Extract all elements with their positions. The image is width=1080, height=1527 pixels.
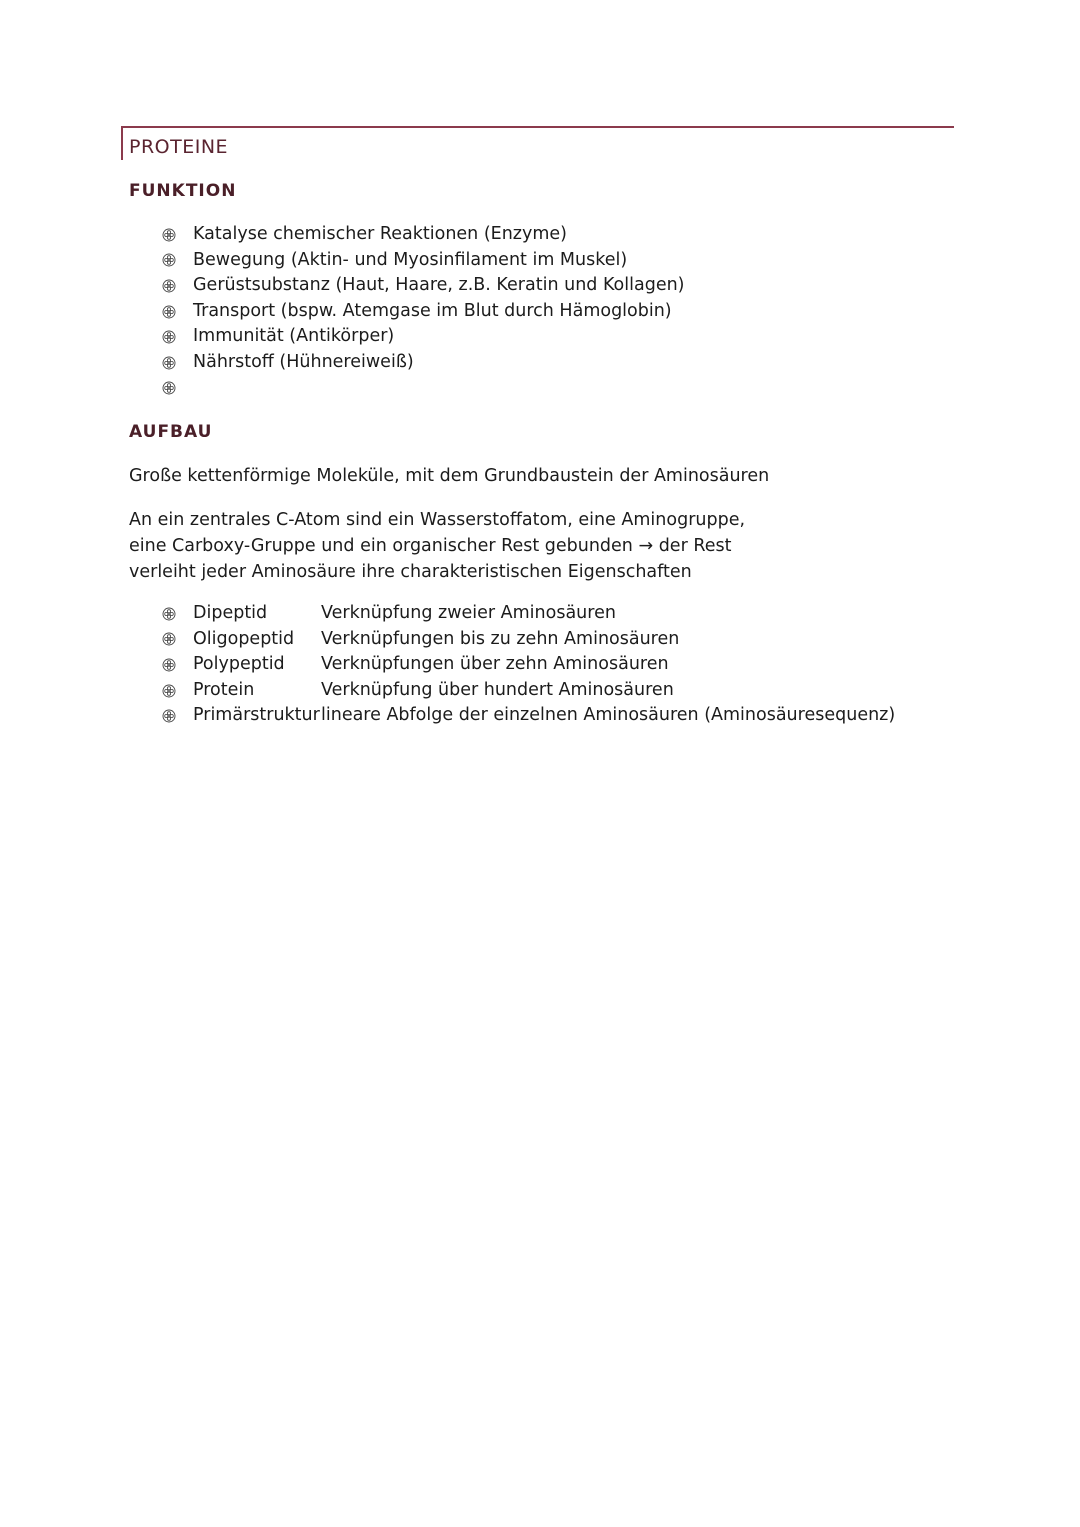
list-item xyxy=(162,376,685,402)
page-title: PROTEINE xyxy=(129,136,229,158)
definition-list xyxy=(162,601,895,729)
section-heading-aufbau: AUFBAU xyxy=(129,422,213,442)
list-item: Transport (bspw. Atemgase im Blut durch Hämoglobin) xyxy=(162,299,685,325)
description-line: eine Carboxy-Gruppe und ein organischer Rest gebunden → der Rest xyxy=(129,536,732,556)
list-item: Bewegung (Aktin- und Myosinfilament im Muskel) xyxy=(162,248,685,274)
definition-term: Primärstruktur xyxy=(193,705,320,726)
definition-desc: Verknüpfungen über zehn Aminosäuren xyxy=(321,654,669,675)
flower-bullet-icon xyxy=(162,253,176,267)
flower-bullet-icon xyxy=(162,709,176,723)
definition-item xyxy=(162,601,895,627)
aufbau-description xyxy=(129,507,745,585)
definition-term: Polypeptid xyxy=(193,654,285,675)
funktion-list xyxy=(162,222,685,401)
definition-term: Dipeptid xyxy=(193,603,268,623)
flower-bullet-icon xyxy=(162,305,176,319)
definition-desc: Verknüpfungen bis zu zehn Aminosäuren xyxy=(321,628,680,649)
definition-item xyxy=(162,652,895,678)
flower-bullet-icon xyxy=(162,228,176,242)
flower-bullet-icon xyxy=(162,381,176,395)
definition-term: Protein xyxy=(193,679,255,700)
flower-bullet-icon xyxy=(162,279,176,293)
definition-item xyxy=(162,627,895,653)
description-line: An ein zentrales C-Atom sind ein Wasserstoffatom, eine Aminogruppe, xyxy=(129,510,746,530)
list-item: Nährstoff (Hühnereiweiß) xyxy=(162,350,685,376)
aufbau-intro: Große kettenförmige Moleküle, mit dem Grundbaustein der Aminosäuren xyxy=(129,466,770,486)
definition-desc: Verknüpfung über hundert Aminosäuren xyxy=(321,679,674,700)
title-frame xyxy=(121,126,954,160)
flower-bullet-icon xyxy=(162,684,176,698)
flower-bullet-icon xyxy=(162,607,176,621)
flower-bullet-icon xyxy=(162,658,176,672)
flower-bullet-icon xyxy=(162,356,176,370)
flower-bullet-icon xyxy=(162,330,176,344)
flower-bullet-icon xyxy=(162,632,176,646)
definition-term: Oligopeptid xyxy=(193,628,295,649)
list-item: Gerüstsubstanz (Haut, Haare, z.B. Keratin und Kollagen) xyxy=(162,273,685,299)
list-item: Immunität (Antikörper) xyxy=(162,324,685,350)
list-item: Katalyse chemischer Reaktionen (Enzyme) xyxy=(162,222,685,248)
definition-item xyxy=(162,678,895,704)
description-line: verleiht jeder Aminosäure ihre charakteristischen Eigenschaften xyxy=(129,562,692,582)
section-heading-funktion: FUNKTION xyxy=(129,181,237,201)
definition-desc: Verknüpfung zweier Aminosäuren xyxy=(321,603,616,623)
definition-item xyxy=(162,703,895,729)
definition-desc: lineare Abfolge der einzelnen Aminosäuren (Aminosäuresequenz) xyxy=(321,705,896,726)
